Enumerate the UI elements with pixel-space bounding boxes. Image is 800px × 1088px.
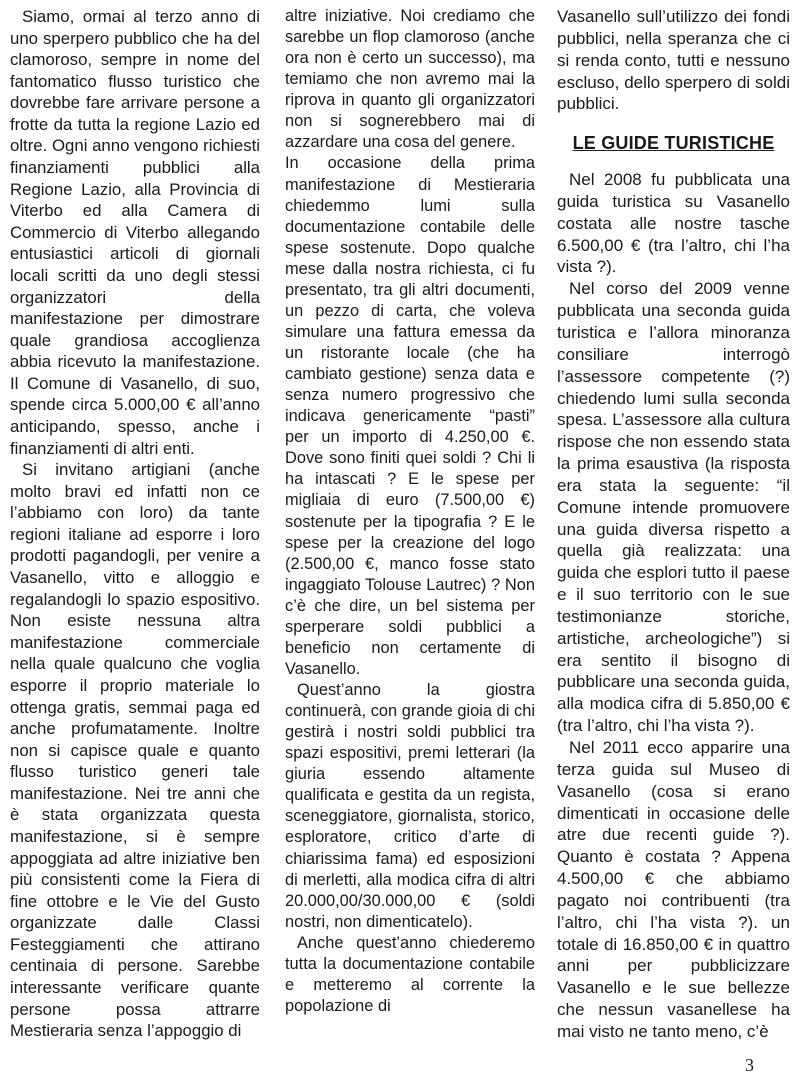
section-heading: LE GUIDE TURISTICHE [572, 133, 775, 154]
page-number: 3 [745, 1055, 754, 1075]
text-column-2 [285, 6, 535, 1017]
paragraph: In occasione della prima manifestazione di Mestieraria chiedemmo lumi sulla documentazione contabile delle spese sostenute. Dopo qualche mese dalla nostra richiesta, ci fu presentato, tra gli altri documenti, un pezzo di carta, che voleva simulare una fattura emessa da un ristorante locale (che ha cambiato gestione) senza data e senza numero progressivo che indicava genericamente “pasti” per un importo di 4.250,00 €. Dove sono finiti quei soldi ? Chi li ha intascati ? E le spese per migliaia di euro (7.500,00 €) sostenute per la tipografia ? E le spese per la creazione del logo (2.500,00 €, manco fosse stato ingaggiato Tolouse Lautrec) ? Non c’è che dire, un bel sistema per sperperare soldi pubblici a beneficio non certamente di Vasanello. [285, 154, 535, 678]
paragraph: Nel 2008 fu pubblicata una guida turistica su Vasanello costata alle nostre tasche 6.500,00 € (tra l’altro, chi l’ha vista ?). [557, 170, 790, 277]
paragraph: Nel 2011 ecco apparire una terza guida sul Museo di Vasanello (cosa si erano dimenticati in occasione delle atre due recenti guide ?). Quanto è costata ? Appena 4.500,00 € che abbiamo pagato noi contribuenti (tra l’altro, chi l’ha vista ?). un totale di 16.850,00 € in quattro anni per pubblicizzare Vasanello e le sue bellezze che nessun vasanellese ha mai visto ne tanto meno, c’è [557, 738, 790, 1041]
text-column-3 [557, 6, 790, 1043]
paragraph: Vasanello sull’utilizzo dei fondi pubblici, nella speranza che ci si renda conto, tutti e nessuno escluso, dello sperpero di soldi pubblici. [557, 7, 790, 114]
text-column-1 [10, 6, 260, 1042]
paragraph: Nel corso del 2009 venne pubblicata una seconda guida turistica e l’allora minoranza consiliare interrogò l’assessore competente (?) chiedendo lumi sulla seconda spesa. L’assessore alla cultura rispose che non essendo stata la prima esaustiva (la risposta era stata la seguente: “il Comune intende promuovere una guida diversa rispetto a quella già realizzata: una guida che esplori tutto il paese e il suo territorio con le sue testimonianze storiche, artistiche, archeologiche”) si era sentito il bisogno di pubblicare una seconda guida, alla modica cifra di 5.850,00 € (tra l’altro, chi l’ha vista ?). [557, 279, 790, 736]
paragraph: Si invitano artigiani (anche molto bravi ed infatti non ce l’abbiamo con loro) da tante regioni italiane ad esporre i loro prodotti pagandogli, per venire a Vasanello, vitto e alloggio e regalandogli lo spazio espositivo. Non esiste nessuna altra manifestazione commerciale nella quale qualcuno che voglia esporre il proprio materiale lo ottenga gratis, semmai paga ed anche profumatamente. Inoltre non si capisce quale e quanto flusso turistico generi tale manifestazione. Nei tre anni che è stata organizzata questa manifestazione, si è sempre appoggiata ad altre iniziative ben più consistenti come la Fiera di fine ottobre e le Vie del Gusto organizzate dalle Classi Festeggiamenti che attirano centinaia di persone. Sarebbe interessante verificare quante persone possa attrarre Mestieraria senza l’appoggio di [10, 460, 260, 1041]
paragraph: Anche quest’anno chiederemo tutta la documentazione contabile e metteremo al corrente la popolazione di [285, 933, 535, 1015]
paragraph: Quest’anno la giostra continuerà, con grande gioia di chi gestirà i nostri soldi pubblici tra spazi espositivi, premi letterari (la giuria essendo altamente qualificata e gestita da un regista, sceneggiatore, giornalista, storico, esploratore, critico d’arte di chiarissima fama) ed esposizioni di merletti, alla modica cifra di altri 20.000,00/30.000,00 € (soldi nostri, non dimenticatelo). [285, 681, 535, 931]
paragraph: Siamo, ormai al terzo anno di uno sperpero pubblico che ha del clamoroso, sempre in nome del fantomatico flusso turistico che dovrebbe fare arrivare persone a frotte da tutta la regione Lazio ed oltre. Ogni anno vengono richiesti finanziamenti pubblici alla Regione Lazio, alla Provincia di Viterbo ed alla Camera di Commercio di Viterbo allegando entusiastici articoli di giornali locali scritti da uno degli stessi organizzatori della manifestazione per dimostrare quale grandiosa accoglienza abbia ricevuto la manifestazione. Il Comune di Vasanello, di suo, spende circa 5.000,00 € all’anno anticipando, spesso, anche i finanziamenti di altri enti. [10, 7, 261, 458]
paragraph: altre iniziative. Noi crediamo che sarebbe un flop clamoroso (anche ora non è certo un successo), ma temiamo che non avremo mai la riprova in quanto gli organizzatori non si sognerebbero mai di azzardare una cosa del genere. [285, 7, 535, 152]
